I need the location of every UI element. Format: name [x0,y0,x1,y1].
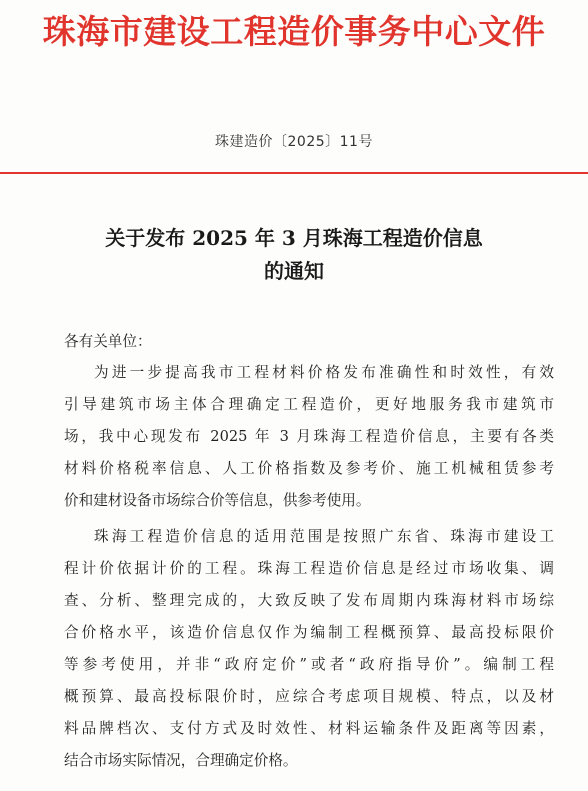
document-number: 珠建造价〔2025〕11号 [215,134,373,150]
paragraph-2-line: 等参考使用，并非“政府定价”或者“政府指导价”。编制工程 [64,656,554,673]
paragraph-2-line: 程计价依据计价的工程。珠海工程造价信息是经过市场收集、调 [64,560,554,577]
notice-title [40,222,548,288]
paragraph-1-line: 场，我中心现发布 2025 年 3 月珠海工程造价信息，主要有各类 [64,428,554,445]
salutation: 各有关单位： [64,333,152,350]
paragraph-1 [64,357,554,517]
paragraph-2-line: 结合市场实际情况，合理确定价格。 [64,752,298,769]
paragraph-2-line: 珠海工程造价信息的适用范围是按照广东省、珠海市建设工 [94,528,554,545]
notice-body [64,327,554,781]
paragraph-2-line: 合价格水平，该造价信息仅作为编制工程概预算、最高投标限价 [64,624,554,641]
issuer-header-title: 珠海市建设工程造价事务中心文件 [42,12,546,51]
paragraph-1-line: 价和建材设备市场综合价等信息，供参考使用。 [64,492,371,509]
paragraph-2-line: 概预算、最高投标限价时，应综合考虑项目规模、特点，以及材 [64,688,554,705]
paragraph-1-line: 引导建筑市场主体合理确定工程造价，更好地服务我市建筑市 [64,396,554,413]
paragraph-1-line: 材料价格税率信息、人工价格指数及参考价、施工机械租赁参考 [64,460,554,477]
paragraph-2 [64,521,554,777]
red-divider-line [0,172,588,174]
paragraph-2-line: 料品牌档次、支付方式及时效性、材料运输条件及距离等因素， [64,720,554,737]
notice-title-line-2: 的通知 [264,259,324,283]
paragraph-2-line: 查、分析、整理完成的，大致反映了发布周期内珠海材料市场综 [64,592,554,609]
notice-title-line-1: 关于发布 2025 年 3 月珠海工程造价信息 [105,226,483,250]
paragraph-1-line: 为进一步提高我市工程材料价格发布准确性和时效性，有效 [94,364,554,381]
